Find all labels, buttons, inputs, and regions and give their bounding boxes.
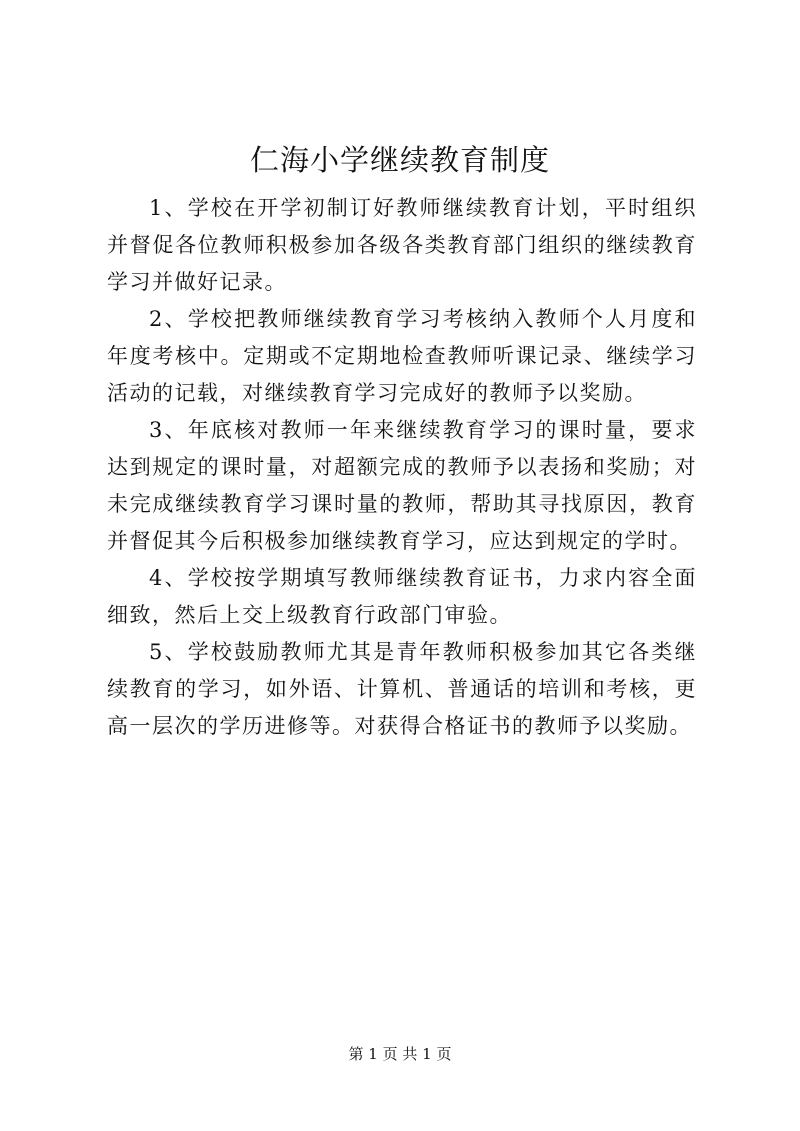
page-number-footer: 第 1 页 共 1 页 — [348, 1045, 452, 1063]
paragraph-5: 5、学校鼓励教师尤其是青年教师积极参加其它各类继续教育的学习，如外语、计算机、普通话的培训和考核，更高一层次的学历进修等。对获得合格证书的教师予以奖励。 — [107, 640, 697, 738]
paragraph-3: 3、年底核对教师一年来继续教育学习的课时量，要求达到规定的课时量，对超额完成的教师予以表扬和奖励；对未完成继续教育学习课时量的教师，帮助其寻找原因，教育并督促其今后积极参加继续教育学习，应达到规定的学时。 — [107, 418, 697, 553]
document-title: 仁海小学继续教育制度 — [249, 143, 550, 177]
paragraph-4: 4、学校按学期填写教师继续教育证书，力求内容全面细致，然后上交上级教育行政部门审验。 — [107, 566, 697, 627]
paragraph-2: 2、学校把教师继续教育学习考核纳入教师个人月度和年度考核中。定期或不定期地检查教师听课记录、继续学习活动的记载，对继续教育学习完成好的教师予以奖励。 — [107, 307, 697, 405]
document-body — [107, 190, 697, 745]
paragraph-1: 1、学校在开学初制订好教师继续教育计划，平时组织并督促各位教师积极参加各级各类教育部门组织的继续教育学习并做好记录。 — [107, 196, 697, 294]
